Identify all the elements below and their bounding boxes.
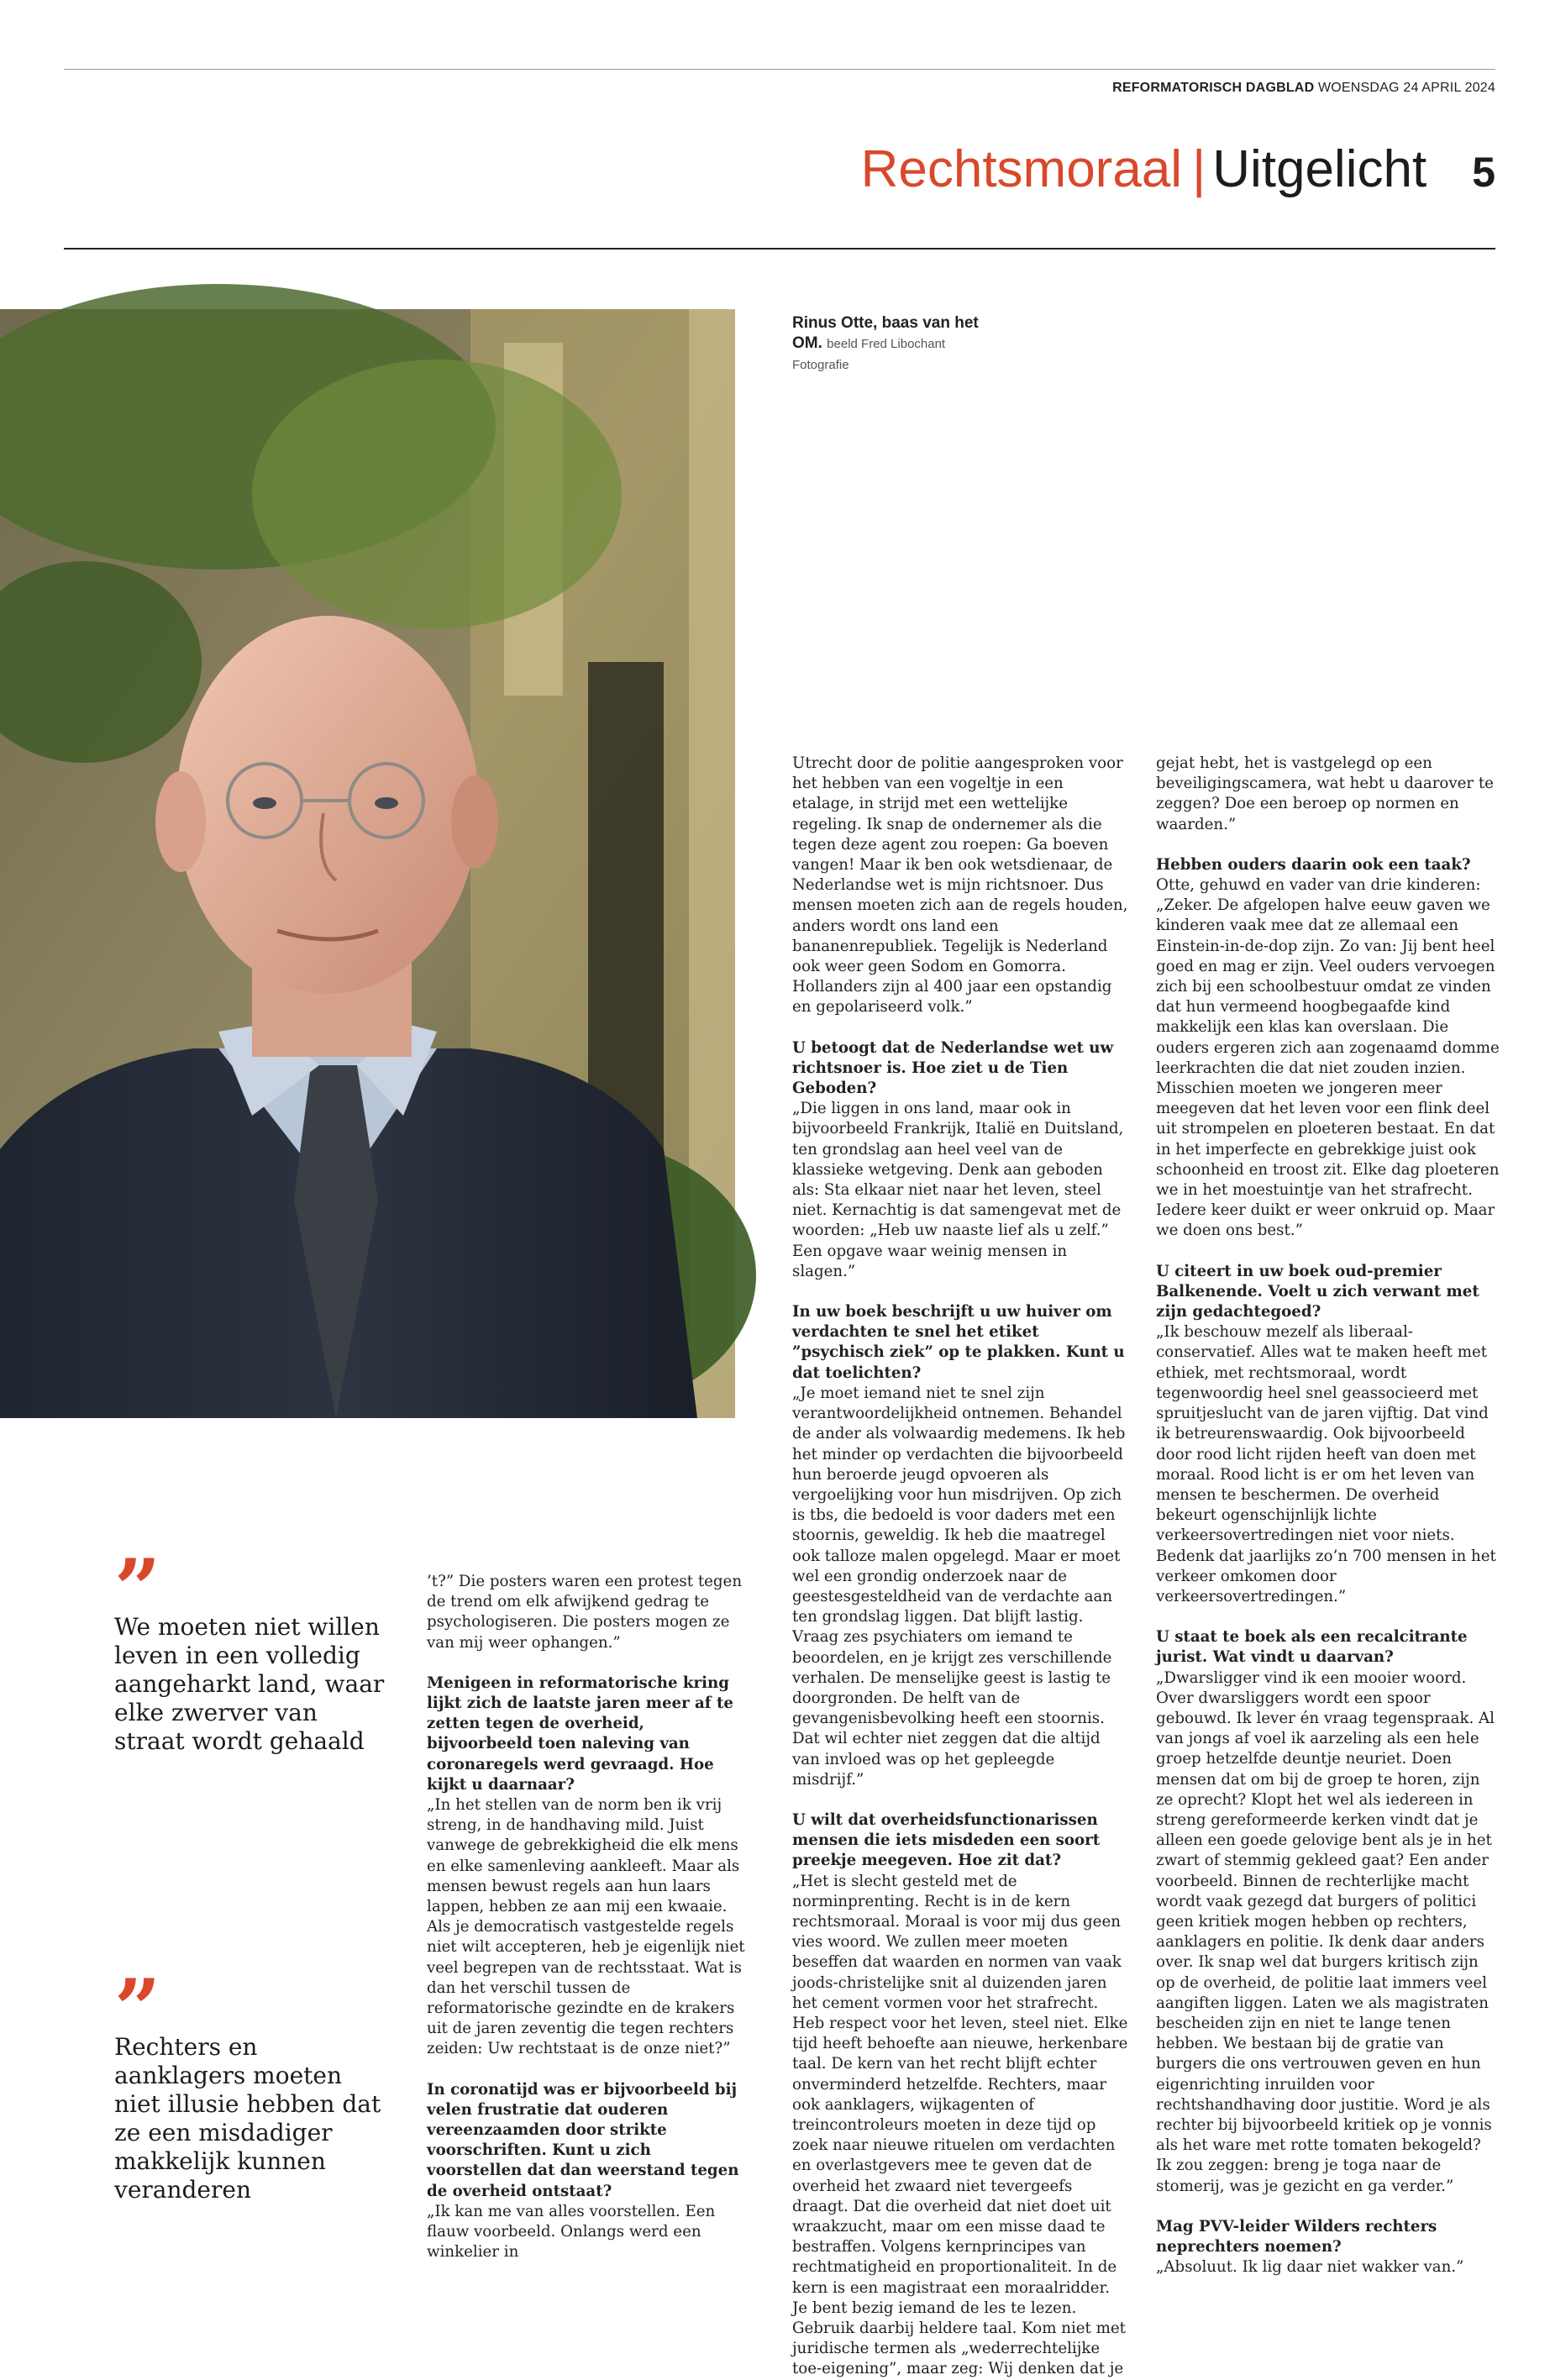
paragraph-gap (427, 1653, 748, 1673)
article-column-3 (1156, 754, 1500, 2278)
interview-question: Hebben ouders daarin ook een taak? (1156, 855, 1471, 874)
body-paragraph: „Dwarsligger vind ik een mooier woord. Over dwarsliggers wordt een spoor gebouwd. Ik lever én vraag tegenspraak. Al van jongs af voel ik aarzeling als een hele groep hetzelfde deuntje neuriet. Doen mensen dat om bij de groep te horen, zijn ze oprecht? Klopt het wel als iedereen in streng gereformeerde kerken vindt dat je alleen een goede gelovige bent als je in het zwart of stemmig gekleed gaat? Een ander voorbeeld. Binnen de rechterlijke macht wordt vaak gezegd dat burgers of politici geen kritiek mogen hebben op rechters, aanklagers en politie. Ik denk daar anders over. Ik snap wel dat burgers kritisch zijn op de overheid, de politie laat immers veel aangiften liggen. Laten we als magistraten bescheiden zijn en niet te lange tenen hebben. We bestaan bij de gratie van burgers die ons vertrouwen geven en hun eigenrichting inruilden voor rechtshandhaving door justitie. Word je als rechter bij bijvoorbeeld kritiek op je vonnis als het ware met rotte tomaten bekogeld? Ik zou zeggen: breng je toga naar de stomerij, was je gezicht en ga verder.” (1156, 1668, 1495, 2195)
section-separator: | (1192, 140, 1206, 198)
body-paragraph: Otte, gehuwd en vader van drie kinderen: „Zeker. De afgelopen halve eeuw gaven we kinderen vaak mee dat ze allemaal een Einstein-in-de-dop zijn. Zo van: Jij bent heel goed en mag er zijn. Veel ouders vervoegen zich bij een schoolbestuur omdat ze vinden dat hun vermeend hoogbegaafde kind makkelijk een klas kan overslaan. Die ouders ergeren zich aan zogenaamd domme leerkrachten die dat niet zouden inzien. Misschien moeten we jongeren meer meegeven dat het leven voor een flink deel uit strompelen en ploeteren bestaat. En dat in het imperfecte en gebrekkige juist ook schoonheid en troost zit. Elke dag ploeteren we in het moestuintje van het strafrecht. Iedere keer duikt er weer onkruid op. Maar we doen ons best.” (1156, 876, 1500, 1240)
paragraph-gap (1156, 1607, 1500, 1627)
body-paragraph: „In het stellen van de norm ben ik vrij streng, in de handhaving mild. Juist vanwege de gebrekkigheid die elk mens en elke samenleving aankleeft. Maar als mensen bewust regels aan hun laars lappen, hebben ze aan mij een kwaaie. Als je democratisch vastgestelde regels niet wilt accepteren, heb je eigenlijk niet veel begrepen van de rechtsstaat. Wat is dan het verschil tussen de reformatorische gezindte en de krakers uit de jaren zeventig die tegen rechters zeiden: Uw rechtstaat is de onze niet?” (427, 1796, 745, 2058)
paragraph-gap (1156, 835, 1500, 855)
body-paragraph: Utrecht door de politie aangesproken voor het hebben van een vogeltje in een etalage, in strijd met een wettelijke regeling. Ik snap de ondernemer als die tegen deze agent zou roepen: Ga boeven vangen! Maar ik ben ook wetsdienaar, de Nederlandse wet is mijn richtsnoer. Dus mensen moeten zich aan de regels houden, anders wordt ons land een bananenrepubliek. Tegelijk is Nederland ook weer geen Sodom en Gomorra. Hollanders zijn al 400 jaar een opstandig en gepolariseerd volk.” (792, 754, 1128, 1017)
pull-quote-text: Rechters en aanklagers moeten niet illusie hebben dat ze een misdadiger makkelijk kunnen veranderen (114, 2033, 381, 2204)
portrait-photo (0, 309, 735, 1418)
page-number: 5 (1472, 149, 1495, 196)
issue-date: WOENSDAG 24 APRIL 2024 (1317, 81, 1495, 95)
paragraph-gap (1156, 1242, 1500, 1262)
quote-mark-icon: ” (114, 1962, 156, 2057)
pull-quote-text: We moeten niet willen leven in een volledig aangeharkt land, waar elke zwerver van straat wordt gehaald (114, 1613, 385, 1755)
photo-caption (792, 313, 985, 376)
article-column-2 (792, 754, 1128, 2380)
body-paragraph: gejat hebt, het is vastgelegd op een beveiligingscamera, wat hebt u daarover te zeggen? Doe een beroep op normen en waarden.” (1156, 754, 1494, 833)
subsection-title: Uitgelicht (1212, 140, 1427, 198)
section-title: Rechtsmoraal (860, 140, 1183, 198)
interview-question: U betoogt dat de Nederlandse wet uw richtsnoer is. Hoe ziet u de Tien Geboden? (792, 1038, 1114, 1098)
article-column-1 (427, 1572, 748, 2263)
body-paragraph: „Ik kan me van alles voorstellen. Een flauw voorbeeld. Onlangs werd een winkelier in (427, 2202, 716, 2262)
paragraph-gap (792, 1790, 1128, 1810)
interview-question: U wilt dat overheidsfunctionarissen mensen die iets misdeden een soort preekje meegeven. Hoe zit dat? (792, 1810, 1101, 1870)
body-paragraph: „Ik beschouw mezelf als liberaal-conservatief. Alles wat te maken heeft met ethiek, met rechtsmoraal, wordt tegenwoordig heel snel geassocieerd met spruitjeslucht van de jaren vijftig. Dat vind ik betreurenswaardig. Ook bijvoorbeeld door rood licht rijden heeft van doen met moraal. Rood licht is er om het leven van mensen te beschermen. De overheid bekeurt ogenschijnlijk lichte verkeersovertredingen niet voor niets. Bedenk dat jaarlijks zo’n 700 mensen in het verkeer omkomen door verkeersovertredingen.” (1156, 1323, 1496, 1605)
interview-question: U staat te boek als een recalcitrante jurist. Wat vindt u daarvan? (1156, 1628, 1468, 1667)
caption-credit: beeld Fred Libochant Fotografie (792, 337, 946, 372)
paper-name: REFORMATORISCH DAGBLAD (1112, 81, 1315, 95)
paragraph-gap (792, 1282, 1128, 1302)
interview-question: U citeert in uw boek oud-premier Balkenende. Voelt u zich verwant met zijn gedachtegoed? (1156, 1262, 1479, 1321)
caption-name: Rinus Otte, baas van het OM. (792, 314, 979, 352)
interview-question: In coronatijd was er bijvoorbeeld bij velen frustratie dat ouderen vereenzaamden door strikte voorschriften. Kunt u zich voorstellen dat dan weerstand tegen de overheid ontstaat? (427, 2080, 739, 2200)
body-paragraph: ’t?” Die posters waren een protest tegen de trend om elk afwijkend gedrag te psychologiseren. Die posters mogen ze van mij weer ophangen.” (427, 1573, 743, 1652)
quote-mark-icon: ” (114, 1542, 156, 1637)
page-heading (861, 139, 1495, 199)
paragraph-gap (1156, 2197, 1500, 2217)
interview-question: Mag PVV-leider Wilders rechters neprechters noemen? (1156, 2217, 1437, 2257)
interview-question: In uw boek beschrijft u uw huiver om verdachten te snel het etiket ”psychisch ziek” op te plakken. Kunt u dat toelichten? (792, 1303, 1125, 1382)
body-paragraph: „Je moet iemand niet te snel zijn verantwoordelijkheid ontnemen. Behandel de ander als volwaardig medemens. Ik heb het minder op verdachten die bijvoorbeeld hun beroerde jeugd opvoeren als vergoelijking voor hun misdrijven. Op zich is tbs, die bedoeld is voor daders met een stoornis, geweldig. Ik heb die maatregel ook talloze malen opgelegd. Maar er moet wel een grondig onderzoek naar de geestesgesteldheid van de verdachte aan ten grondslag liggen. Dat blijft lastig. Vraag zes psychiaters om iemand te beoordelen, en je krijgt zes verschillende verhalen. De menselijke geest is lastig te doorgronden. De helft van de gevangenisbevolking heeft een stoornis. Dat wil echter niet zeggen dat die altijd van invloed was op het gepleegde misdrijf.” (792, 1384, 1126, 1789)
body-paragraph: „Absoluut. Ik lig daar niet wakker van.” (1156, 2258, 1464, 2277)
heading-rule (64, 248, 1495, 250)
paragraph-gap (427, 2060, 748, 2080)
paragraph-gap (792, 1018, 1128, 1038)
portrait-illustration (0, 309, 735, 1418)
body-paragraph: „Die liggen in ons land, maar ook in bijvoorbeeld Frankrijk, Italië en Duitsland, ten grondslag aan heel veel van de klassieke wetgeving. Denk aan geboden als: Sta elkaar niet naar het leven, steel niet. Kernachtig is dat samengevat met de woorden: „Heb uw naaste lief als u zelf.” Een opgave waar weinig mensen in slagen.” (792, 1100, 1124, 1280)
masthead (1112, 81, 1495, 96)
pull-quote (114, 1542, 391, 1756)
body-paragraph: „Het is slecht gesteld met de norminprenting. Recht is in de kern rechtsmoraal. Moraal is voor mij dus geen vies woord. We zullen meer moeten beseffen dat waarden en normen van vaak joods-christelijke snit al duizenden jaren het cement vormen voor het strafrecht. Heb respect voor het leven, steel niet. Elke tijd heeft behoefte aan nieuwe, herkenbare taal. De kern van het recht blijft echter onverminderd hetzelfde. Rechters, maar ook aanklagers, wijkagenten of treincontroleurs moeten in deze tijd op zoek naar nieuwe rituelen om verdachten en overlastgevers mee te geven dat de overheid het zwaard niet tevergeefs draagt. Dat die overheid dat niet doet uit wraakzucht, maar om een misse daad te bestraffen. Volgens kernprincipes van rechtmatigheid en proportionaliteit. In de kern is een magistraat een moraalridder. Je bent bezig iemand de les te lezen. Gebruik daarbij heldere taal. Kom niet met juridische termen als „wederrechtelijke toe-eigening”, maar zeg: Wij denken dat je (792, 1872, 1128, 2378)
interview-question: Menigeen in reformatorische kring lijkt zich de laatste jaren meer af te zetten tegen de overheid, bijvoorbeeld toen naleving van coronaregels werd gevraagd. Hoe kijkt u daarnaar? (427, 1673, 733, 1794)
top-rule (64, 69, 1495, 70)
pull-quote (114, 1962, 391, 2204)
